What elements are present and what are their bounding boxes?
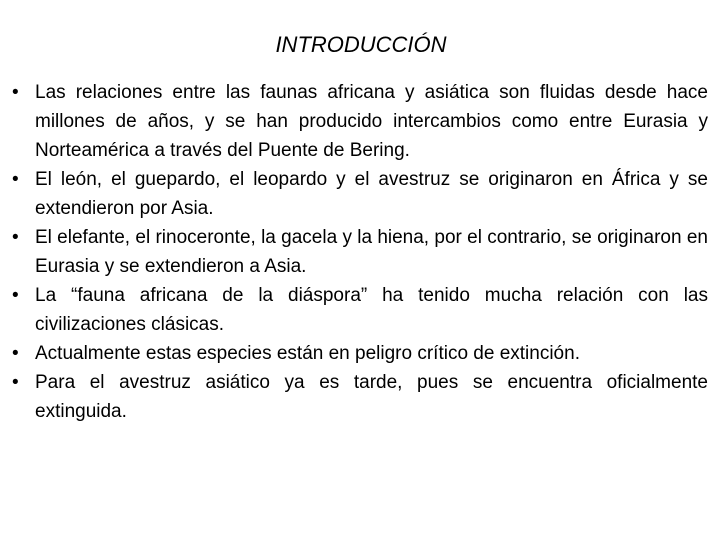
bullet-item: • La “fauna africana de la diáspora” ha tenido mucha relación con las civilizaciones clásicas. <box>12 281 708 339</box>
bullet-item: • Para el avestruz asiático ya es tarde, pues se encuentra oficialmente extinguida. <box>12 368 708 426</box>
slide-title: INTRODUCCIÓN <box>275 32 447 57</box>
bullet-item: • El elefante, el rinoceronte, la gacela y la hiena, por el contrario, se originaron en Eurasia y se extendieron a Asia. <box>12 223 708 281</box>
bullet-item: • Las relaciones entre las faunas africana y asiática son fluidas desde hace millones de años, y se han producido intercambios como entre Eurasia y Norteamérica a través del Puente de Bering. <box>12 78 708 165</box>
bullet-item: • El león, el guepardo, el leopardo y el avestruz se originaron en África y se extendieron por Asia. <box>12 165 708 223</box>
bullet-list <box>12 78 708 426</box>
bullet-item: • Actualmente estas especies están en peligro crítico de extinción. <box>12 339 708 368</box>
